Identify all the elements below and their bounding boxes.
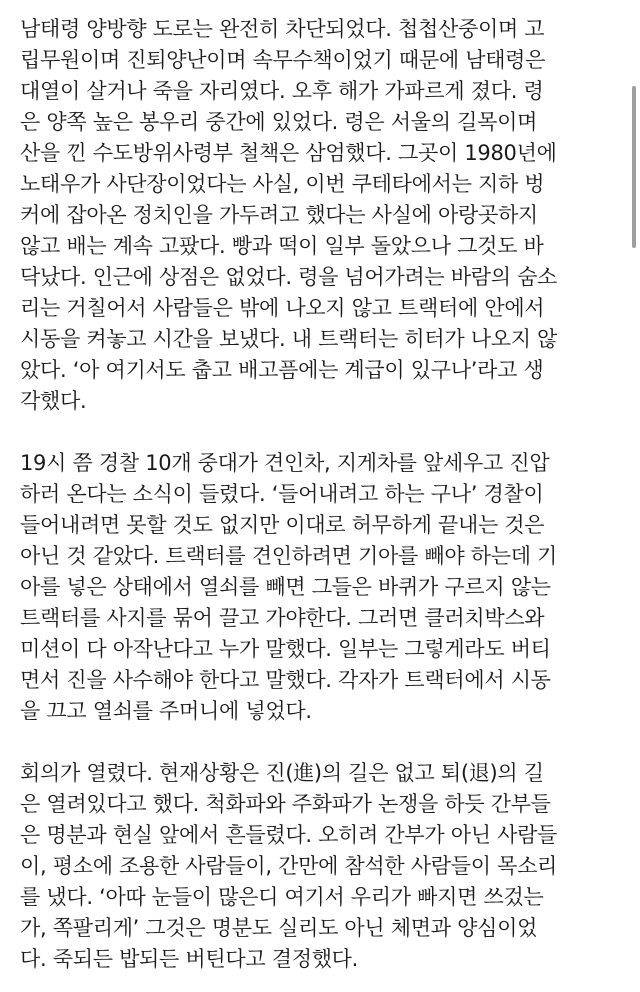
text-line: 들어내려면 못할 것도 없지만 이대로 허무하게 끝내는 것은	[20, 513, 545, 537]
text-line: 아를 넣은 상태에서 열쇠를 빼면 그들은 바퀴가 구르지 않는	[20, 575, 551, 599]
text-line: 리는 거칠어서 사람들은 밖에 나오지 않고 트랙터에 안에서	[20, 296, 545, 320]
text-line: 은 양쪽 높은 봉우리 중간에 있었다. 령은 서울의 길목이며	[20, 110, 538, 134]
text-line: 았다. ‘아 여기서도 춥고 배고픔에는 계급이 있구나’라고 생	[20, 358, 544, 382]
text-line: 가, 쪽팔리게’ 그것은 명분도 실리도 아닌 체면과 양심이었	[20, 916, 538, 940]
text-line: 닥났다. 인근에 상점은 없었다. 령을 넘어가려는 바람의 숨소	[20, 265, 558, 289]
text-line: 하러 온다는 소식이 들렸다. ‘들어내려고 하는 구나’ 경찰이	[20, 482, 544, 506]
text-line: 이, 평소에 조용한 사람들이, 간만에 참석한 사람들이 목소리	[20, 854, 558, 878]
text-line: 를 냈다. ‘아따 눈들이 많은디 여기서 우리가 빠지면 쓰겄는	[20, 885, 544, 909]
text-line: 다. 죽되든 밥되든 버틴다고 결정했다.	[20, 947, 359, 971]
text-line: 커에 잡아온 정치인을 가두려고 했다는 사실에 아랑곳하지	[20, 203, 538, 227]
article-body	[20, 14, 620, 975]
text-line: 각했다.	[20, 389, 87, 413]
text-line: 19시 쯤 경찰 10개 중대가 견인차, 지게차를 앞세우고 진압	[20, 451, 550, 475]
paragraph-1	[20, 14, 620, 417]
text-line: 은 명분과 현실 앞에서 흔들렸다. 오히려 간부가 아닌 사람들	[20, 823, 558, 847]
text-line: 미션이 다 아작난다고 누가 말했다. 일부는 그렇게라도 버티	[20, 637, 551, 661]
text-line: 않고 배는 계속 고팠다. 빵과 떡이 일부 돌았으나 그것도 바	[20, 234, 544, 258]
text-line: 을 끄고 열쇠를 주머니에 넣었다.	[20, 699, 312, 723]
text-line: 대열이 살거나 죽을 자리였다. 오후 해가 가파르게 졌다. 령	[20, 79, 544, 103]
text-line: 남태령 양방향 도로는 완전히 차단되었다. 첩첩산중이며 고	[20, 17, 545, 41]
text-line: 노태우가 사단장이었다는 사실, 이번 쿠테타에서는 지하 벙	[20, 172, 545, 196]
vertical-scrollbar[interactable]	[632, 86, 636, 248]
paragraph-3	[20, 758, 620, 975]
text-line: 립무원이며 진퇴양난이며 속무수책이었기 때문에 남태령은	[20, 48, 546, 72]
text-line: 회의가 열렸다. 현재상황은 진(進)의 길은 없고 퇴(退)의 길	[20, 761, 544, 785]
text-line: 트랙터를 사지를 묶어 끌고 가야한다. 그러면 클러치박스와	[20, 606, 545, 630]
text-line: 산을 낀 수도방위사령부 철책은 삼엄했다. 그곳이 1980년에	[20, 141, 557, 165]
text-line: 아닌 것 같았다. 트랙터를 견인하려면 기아를 빼야 하는데 기	[20, 544, 558, 568]
text-line: 시동을 켜놓고 시간을 보냈다. 내 트랙터는 히터가 나오지 않	[20, 327, 558, 351]
paragraph-2	[20, 448, 620, 727]
text-line: 은 열려있다고 했다. 척화파와 주화파가 논쟁을 하듯 간부들	[20, 792, 551, 816]
text-line: 면서 진을 사수해야 한다고 말했다. 각자가 트랙터에서 시동	[20, 668, 551, 692]
